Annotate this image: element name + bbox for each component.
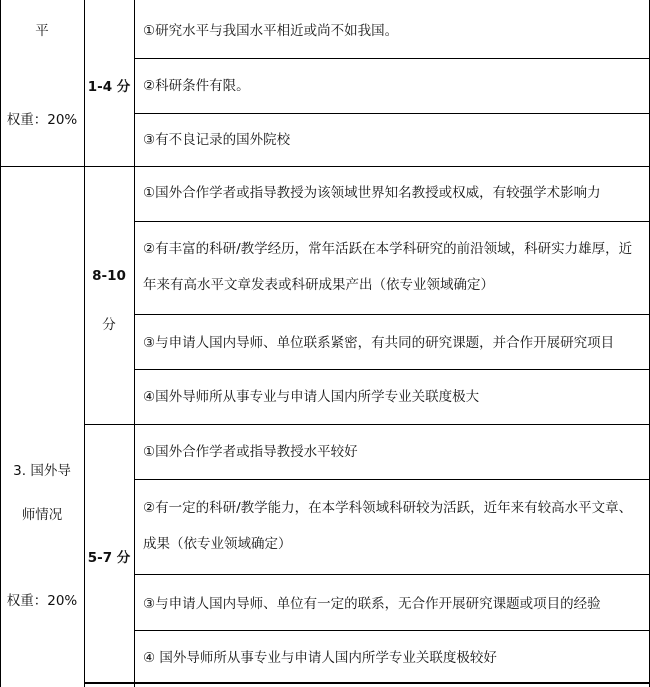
- section-weight: 权重：20%: [6, 593, 78, 609]
- criterion-item: ④ 国外导师所从事专业与申请人国内所学专业关联度极较好: [143, 650, 497, 666]
- criterion-item: ④国外导师所从事专业与申请人国内所学专业关联度极大: [143, 389, 480, 405]
- criterion-item: ②有丰富的科研/教学经历，常年活跃在本学科研究的前沿领域，科研实力雄厚，近年来有高水平文章发表或科研成果产出（依专业领域确定）: [143, 241, 633, 293]
- table-bottom-border: [84, 682, 650, 684]
- column-divider-1: [84, 0, 85, 687]
- section-title: 3. 国外导: [13, 463, 71, 479]
- row-divider: [0, 166, 650, 167]
- section-title: 师情况: [21, 507, 63, 523]
- criterion-item: ②科研条件有限。: [143, 78, 250, 94]
- section-title-tail: 平: [35, 23, 49, 39]
- criterion-item: ③与申请人国内导师、单位联系紧密，有共同的研究课题，并合作开展研究项目: [143, 335, 615, 351]
- row-divider: [134, 221, 650, 222]
- score-range: 1-4 分: [87, 79, 131, 95]
- criterion-item: ③与申请人国内导师、单位有一定的联系，无合作开展研究课题或项目的经验: [143, 596, 601, 612]
- criterion-item: ①国外合作学者或指导教授为该领域世界知名教授或权威，有较强学术影响力: [143, 185, 601, 201]
- score-unit: 分: [102, 317, 116, 333]
- criterion-item: ①研究水平与我国水平相近或尚不如我国。: [143, 23, 399, 39]
- criterion-item: ①国外合作学者或指导教授水平较好: [143, 444, 358, 460]
- row-divider: [84, 424, 650, 425]
- row-divider: [134, 369, 650, 370]
- row-divider: [134, 479, 650, 480]
- row-divider: [134, 314, 650, 315]
- section-weight: 权重：20%: [6, 112, 78, 128]
- criterion-item: ②有一定的科研/教学能力，在本学科领域科研较为活跃，近年来有较高水平文章、成果（依专业领域确定）: [143, 500, 633, 552]
- row-divider: [134, 630, 650, 631]
- score-range: 8-10: [92, 268, 126, 284]
- row-divider: [134, 58, 650, 59]
- table-border-left: [0, 0, 1, 687]
- row-divider: [134, 113, 650, 114]
- score-range: 5-7 分: [87, 550, 131, 566]
- criterion-item: ③有不良记录的国外院校: [143, 132, 291, 148]
- row-divider: [134, 574, 650, 575]
- column-divider-2: [134, 0, 135, 687]
